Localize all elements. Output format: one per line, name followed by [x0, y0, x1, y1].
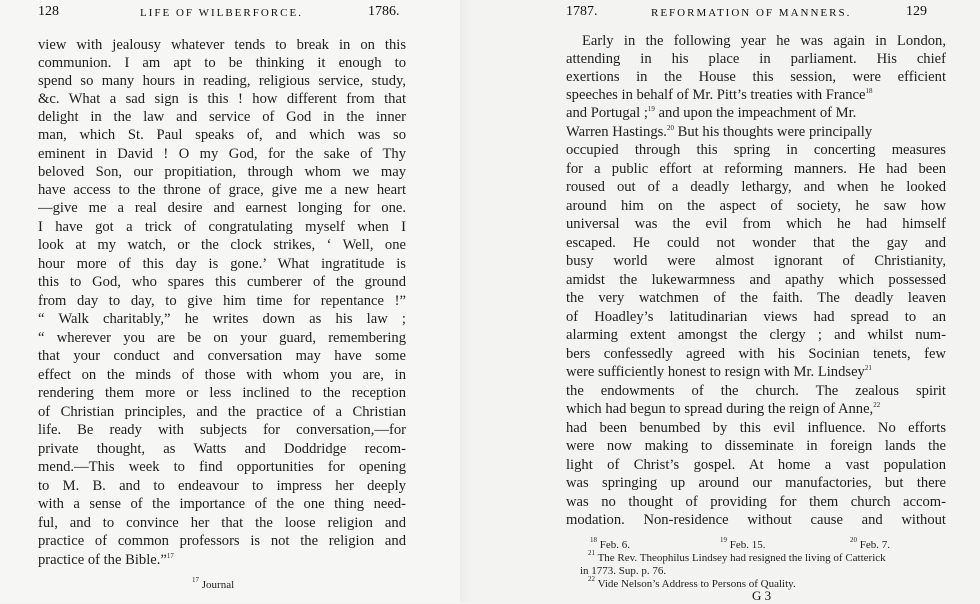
- text-line: the endowments of the church. The zealous spirit: [566, 383, 946, 399]
- left-page-number: 128: [38, 4, 59, 19]
- text-line: for a public effort at reforming manners. He had been: [566, 161, 946, 177]
- text-line: —give me a real desire and earnest longing for one.: [38, 200, 406, 216]
- text-line: &c. What a sad sign is this ! how different from that: [38, 91, 406, 107]
- text-line: modation. Non-residence without cause and without: [566, 512, 946, 528]
- footnote-22: $^{22}$ Vide Nelson’s Address to Persons of Quality.: [588, 575, 796, 590]
- footnote-18: $^{18}$ Feb. 6.: [590, 536, 630, 551]
- text-line: of Christian principles, and the practice of a Christian: [38, 404, 406, 420]
- text-line: was springing up around our manufactories, but there: [566, 475, 946, 491]
- text-line: look at my watch, or the clock strikes, ‘ Well, one: [38, 237, 406, 253]
- text-line: ful, and to convince her that the loose religion and: [38, 515, 406, 531]
- text-line: were now making to disseminate in foreign lands the: [566, 438, 946, 454]
- text-line: bers confessedly agreed with his Socinian tenets, few: [566, 346, 946, 362]
- footnote-ref: 22: [873, 401, 881, 409]
- text-line: I have got a trick of congratulating myself when I: [38, 219, 406, 235]
- text-line: the very watchmen of the faith. The deadly leaven: [566, 290, 946, 306]
- text-line: spend so many hours in reading, religious service, study,: [38, 73, 406, 89]
- text-line: which had begun to spread during the reign of Anne,$^{22}$: [566, 401, 881, 417]
- right-year: 1787.: [566, 4, 598, 19]
- text-line: around him on the aspect of society, he saw how: [566, 198, 946, 214]
- right-page: [470, 0, 980, 603]
- text-line: busy world were almost ignorant of Christianity,: [566, 253, 946, 269]
- text-line: were sufficiently honest to resign with Mr. Lindsey$^{21}$: [566, 364, 872, 380]
- footnote-ref: 20: [666, 124, 674, 132]
- text-line: practice of common professors is not the religion and: [38, 533, 406, 549]
- text-line: beloved Son, our propitiation, through whom we may: [38, 164, 406, 180]
- text-line: light of Christ’s gospel. At home a vast population: [566, 457, 946, 473]
- text-line: Early in the following year he was again in London,: [582, 33, 946, 49]
- text-line: communion. I am apt to be thinking it enough to: [38, 55, 406, 71]
- text-line: eminent in David ! O my God, for the sake of Thy: [38, 146, 406, 162]
- text-line: life. Be ready with subjects for conversation,—for: [38, 422, 406, 438]
- text-line: this to God, who spares this cumberer of the ground: [38, 274, 406, 290]
- footnote-ref: 21: [864, 364, 872, 372]
- text-line: attending in his place in parliament. His chief: [566, 51, 946, 67]
- text-line: “ wherever you are be on your guard, remembering: [38, 330, 406, 346]
- text-line: delight in the law and service of God in the inner: [38, 109, 406, 125]
- text-line: and Portugal ;$^{19}$ and upon the impeachment of Mr.: [566, 105, 857, 121]
- footnote-20: $^{20}$ Feb. 7.: [850, 536, 890, 551]
- footnote-21: $^{21}$ The Rev. Theophilus Lindsey had resigned the living of Catterick: [588, 549, 886, 564]
- left-year: 1786.: [368, 4, 400, 19]
- left-page: [0, 0, 460, 603]
- right-page-number: 129: [906, 4, 927, 19]
- text-line: effect on the minds of those with whom you are, in: [38, 367, 406, 383]
- text-line: speeches in behalf of Mr. Pitt’s treaties with France$^{18}$: [566, 87, 873, 103]
- text-line: escaped. He could not wonder that the gay and: [566, 235, 946, 251]
- text-line: occupied through this spring in concerting measures: [566, 142, 946, 158]
- text-line: man, which St. Paul speaks of, and which was so: [38, 127, 406, 143]
- text-line-last: practice of the Bible.”$^{17}$: [38, 552, 174, 568]
- text-line: have access to the throne of grace, give me a new heart: [38, 182, 406, 198]
- text-line: amidst the lukewarmness and apathy which possessed: [566, 272, 946, 288]
- right-running-title: REFORMATION OF MANNERS.: [651, 7, 852, 19]
- text-line: hour more of this day is gone.’ What ingratitude is: [38, 256, 406, 272]
- text-line: universal was the evil from which he had himself: [566, 216, 946, 232]
- text-line: “ Walk charitably,” he writes down as his law ;: [38, 311, 406, 327]
- text-line: was no thought of providing for them church accom-: [566, 494, 946, 510]
- text-line: from day to day, to give him time for repentance !”: [38, 293, 406, 309]
- text-line: private thought, as Watts and Doddridge recom-: [38, 441, 406, 457]
- footnote-21-continued: in 1773. Sup. p. 76.: [580, 565, 667, 577]
- footnote-19: $^{19}$ Feb. 15.: [720, 536, 766, 551]
- left-running-title: LIFE OF WILBERFORCE.: [140, 7, 303, 19]
- text-line: mend.—This week to find opportunities for opening: [38, 459, 406, 475]
- text-line: to M. B. and to endeavour to impress her deeply: [38, 478, 406, 494]
- text-line: Warren Hastings.$^{20}$ But his thoughts were principally: [566, 124, 873, 140]
- signature-mark: G 3: [752, 588, 772, 603]
- footnote-ref: 18: [865, 87, 873, 95]
- text-line: with a sense of the importance of the one thing need-: [38, 496, 406, 512]
- text-line: rendering them more or less inclined to the reception: [38, 385, 406, 401]
- footnote-ref: 19: [647, 105, 655, 113]
- text-line: exertions in the House this session, were efficient: [566, 69, 946, 85]
- text-line: of Hoadley’s latitudinarian views had spread to an: [566, 309, 946, 325]
- text-line: had been benumbed by this evil influence. No efforts: [566, 420, 946, 436]
- text-line: alarming extent amongst the clergy ; and whilst num-: [566, 327, 946, 343]
- text-line: roused out of a deadly lethargy, and when he looked: [566, 179, 946, 195]
- text-line: that your conduct and conversation may have some: [38, 348, 406, 364]
- footnote: $^{17}$ Journal: [192, 576, 235, 591]
- footnote-ref: 17: [166, 552, 174, 560]
- text-line: view with jealousy whatever tends to break in on this: [38, 37, 406, 53]
